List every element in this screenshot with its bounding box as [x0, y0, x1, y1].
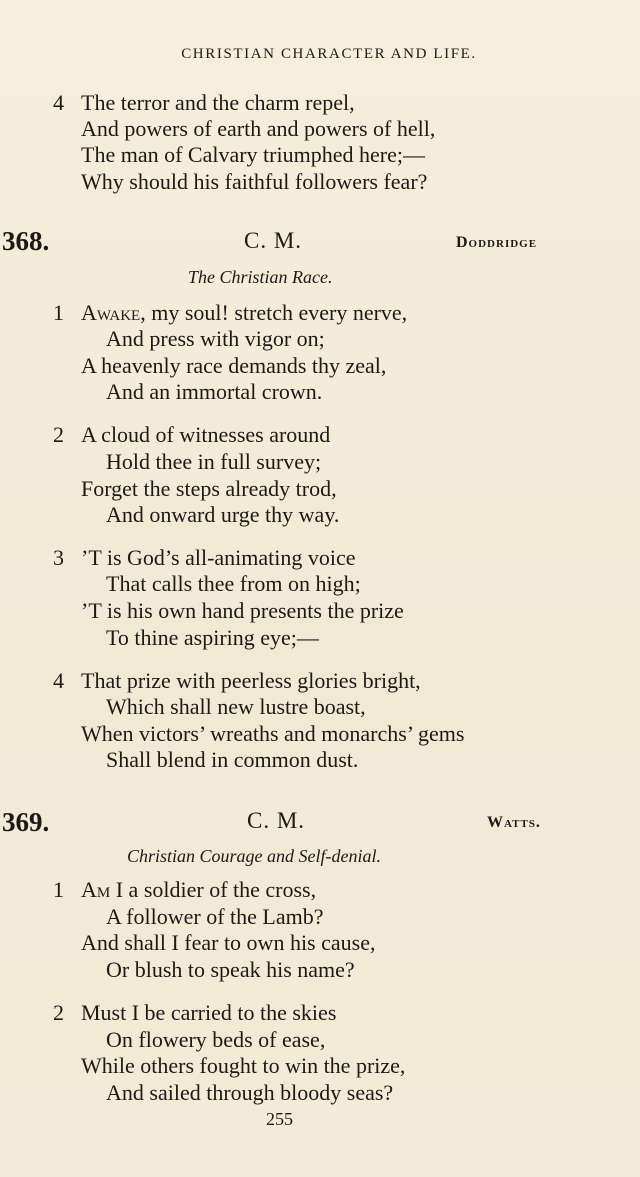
verse-line: The terror and the charm repel, [81, 90, 355, 115]
verse-number: 1 [53, 300, 64, 325]
verse-number: 1 [53, 877, 64, 902]
verse-line: A follower of the Lamb? [106, 904, 324, 929]
page-number: 255 [266, 1109, 293, 1129]
verse-line: That prize with peerless glories bright, [81, 668, 421, 693]
hymn-title: The Christian Race. [188, 267, 333, 287]
verse-line: Must I be carried to the skies [81, 1000, 337, 1025]
verse-line: A cloud of witnesses around [81, 422, 331, 447]
verse-line: Shall blend in common dust. [106, 747, 359, 772]
verse-line: A heavenly race demands thy zeal, [81, 353, 387, 378]
verse-line: When victors’ wreaths and monarchs’ gems [81, 721, 465, 746]
hymn-meter: C. M. [244, 228, 303, 253]
verse-line: And press with vigor on; [106, 326, 325, 351]
hymn-author: Doddridge [456, 234, 538, 251]
verse-line: And powers of earth and powers of hell, [81, 116, 436, 141]
verse-number: 4 [53, 90, 64, 115]
verse-line: And shall I fear to own his cause, [81, 930, 376, 955]
verse-line: And sailed through bloody seas? [106, 1080, 394, 1105]
verse-line-opening: Am I a soldier of the cross, [81, 877, 317, 902]
verse-line: That calls thee from on high; [106, 571, 361, 596]
verse-line: Hold thee in full survey; [106, 449, 322, 474]
verse-line-opening: Awake, my soul! stretch every nerve, [81, 300, 408, 325]
verse-number: 3 [53, 545, 64, 570]
verse-number: 4 [53, 668, 64, 693]
running-head: CHRISTIAN CHARACTER AND LIFE. [181, 46, 477, 62]
hymn-meter: C. M. [247, 808, 306, 833]
verse-line: While others fought to win the prize, [81, 1053, 406, 1078]
verse-line: Which shall new lustre boast, [106, 694, 366, 719]
verse-number: 2 [53, 1000, 64, 1025]
verse-line: ’T is God’s all-animating voice [81, 545, 356, 570]
verse-line: The man of Calvary triumphed here;— [81, 142, 425, 167]
hymn-number: 369. [2, 807, 50, 837]
hymn-number: 368. [2, 226, 50, 256]
hymn-title: Christian Courage and Self-denial. [127, 846, 381, 866]
verse-line: To thine aspiring eye;— [106, 625, 319, 650]
verse-line: Or blush to speak his name? [106, 957, 355, 982]
verse-line: And onward urge thy way. [106, 502, 340, 527]
verse-line: And an immortal crown. [106, 379, 323, 404]
verse-line: Why should his faithful followers fear? [81, 169, 428, 194]
verse-number: 2 [53, 422, 64, 447]
verse-line: ’T is his own hand presents the prize [81, 598, 404, 623]
verse-line: On flowery beds of ease, [106, 1027, 326, 1052]
verse-line: Forget the steps already trod, [81, 476, 337, 501]
hymn-author: Watts. [487, 814, 541, 831]
